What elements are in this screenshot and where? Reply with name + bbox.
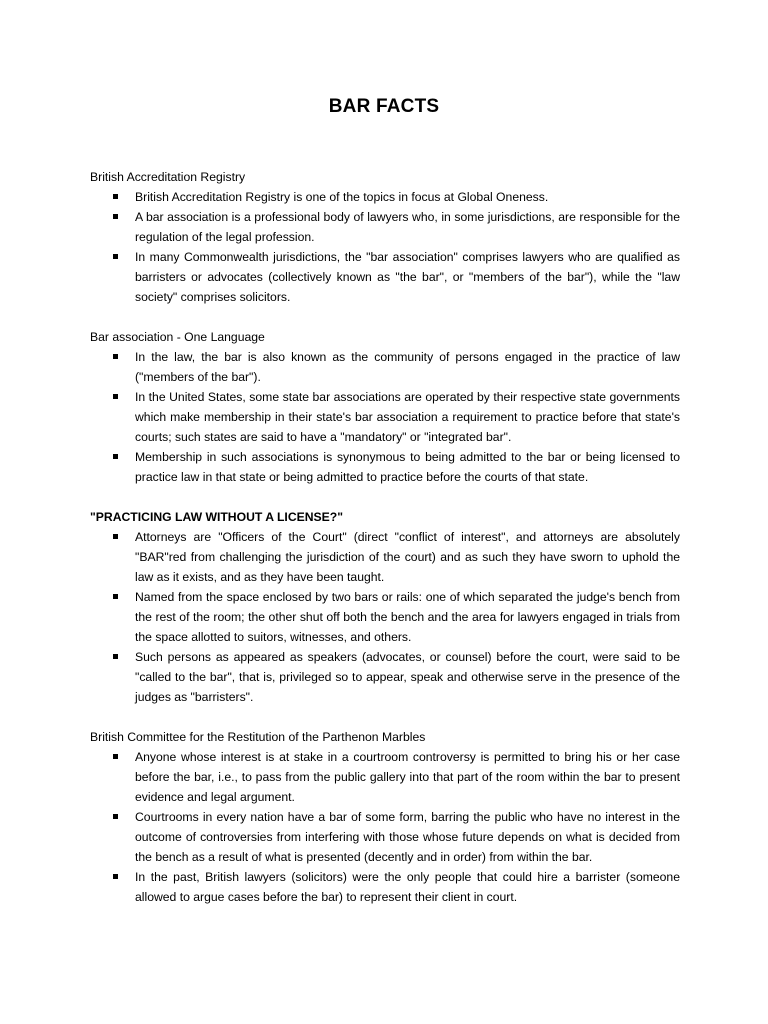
list-item: [90, 807, 680, 867]
list-item: [90, 187, 680, 207]
document-title: BAR FACTS: [328, 96, 440, 117]
list-item-text: Membership in such associations is synonymous to being admitted to the bar or being licensed to practice law in that state or being admitted to practice before the courts of that state.: [135, 450, 680, 484]
square-bullet-icon: [113, 254, 118, 259]
bullet-list: [90, 347, 680, 487]
section-heading: British Committee for the Restitution of the Parthenon Marbles: [90, 730, 426, 744]
square-bullet-icon: [113, 534, 118, 539]
list-item: [90, 387, 680, 447]
square-bullet-icon: [113, 814, 118, 819]
list-item: [90, 347, 680, 387]
list-item-text: Courtrooms in every nation have a bar of some form, barring the public who have no interest in the outcome of controversies from interfering with those whose future depends on what is decided from the bench as a result of what is presented (decently and in order) from within the bar.: [135, 810, 680, 864]
square-bullet-icon: [113, 394, 118, 399]
list-item-text: Such persons as appeared as speakers (advocates, or counsel) before the court, were said to be "called to the bar", that is, privileged so to appear, speak and otherwise serve in the presence of the judges as "barristers".: [135, 650, 680, 704]
list-item: [90, 587, 680, 647]
section-british-accreditation-registry: [90, 167, 680, 307]
section-parthenon-marbles-committee: [90, 727, 680, 907]
square-bullet-icon: [113, 194, 118, 199]
section-heading: British Accreditation Registry: [90, 170, 246, 184]
list-item-text: In the law, the bar is also known as the community of persons engaged in the practice of law ("members of the bar").: [135, 350, 680, 384]
bullet-list: [90, 747, 680, 907]
bullet-list: [90, 527, 680, 707]
list-item-text: British Accreditation Registry is one of the topics in focus at Global Oneness.: [135, 190, 549, 204]
list-item: [90, 747, 680, 807]
section-practicing-law-without-license: [90, 507, 680, 707]
list-item: [90, 207, 680, 247]
section-heading: "PRACTICING LAW WITHOUT A LICENSE?": [90, 510, 344, 524]
square-bullet-icon: [113, 594, 118, 599]
list-item: [90, 247, 680, 307]
document-body: [90, 167, 680, 927]
bullet-list: [90, 187, 680, 307]
list-item: [90, 527, 680, 587]
list-item-text: Anyone whose interest is at stake in a courtroom controversy is permitted to bring his or her case before the bar, i.e., to pass from the public gallery into that part of the room within the bar to present evidence and legal argument.: [135, 750, 680, 804]
square-bullet-icon: [113, 354, 118, 359]
list-item-text: Attorneys are "Officers of the Court" (direct "conflict of interest", and attorneys are absolutely "BAR"red from challenging the jurisdiction of the court) and as such they have sworn to uphold the law as it exists, and as they have been taught.: [135, 530, 680, 584]
list-item-text: In the past, British lawyers (solicitors) were the only people that could hire a barrister (someone allowed to argue cases before the bar) to represent their client in court.: [135, 870, 680, 904]
square-bullet-icon: [113, 874, 118, 879]
list-item-text: A bar association is a professional body of lawyers who, in some jurisdictions, are responsible for the regulation of the legal profession.: [135, 210, 680, 244]
square-bullet-icon: [113, 754, 118, 759]
section-bar-association-one-language: [90, 327, 680, 487]
list-item-text: Named from the space enclosed by two bars or rails: one of which separated the judge's bench from the rest of the room; the other shut off both the bench and the area for lawyers engaged in trials from the space allotted to suitors, witnesses, and others.: [135, 590, 680, 644]
list-item: [90, 867, 680, 907]
square-bullet-icon: [113, 654, 118, 659]
list-item-text: In the United States, some state bar associations are operated by their respective state governments which make membership in their state's bar association a requirement to practice before that state's courts; such states are said to have a "mandatory" or "integrated bar".: [135, 390, 680, 444]
section-heading: Bar association - One Language: [90, 330, 265, 344]
square-bullet-icon: [113, 454, 118, 459]
list-item: [90, 647, 680, 707]
list-item: [90, 447, 680, 487]
square-bullet-icon: [113, 214, 118, 219]
list-item-text: In many Commonwealth jurisdictions, the "bar association" comprises lawyers who are qualified as barristers or advocates (collectively known as "the bar", or "members of the bar"), while the "law society" comprises solicitors.: [135, 250, 680, 304]
